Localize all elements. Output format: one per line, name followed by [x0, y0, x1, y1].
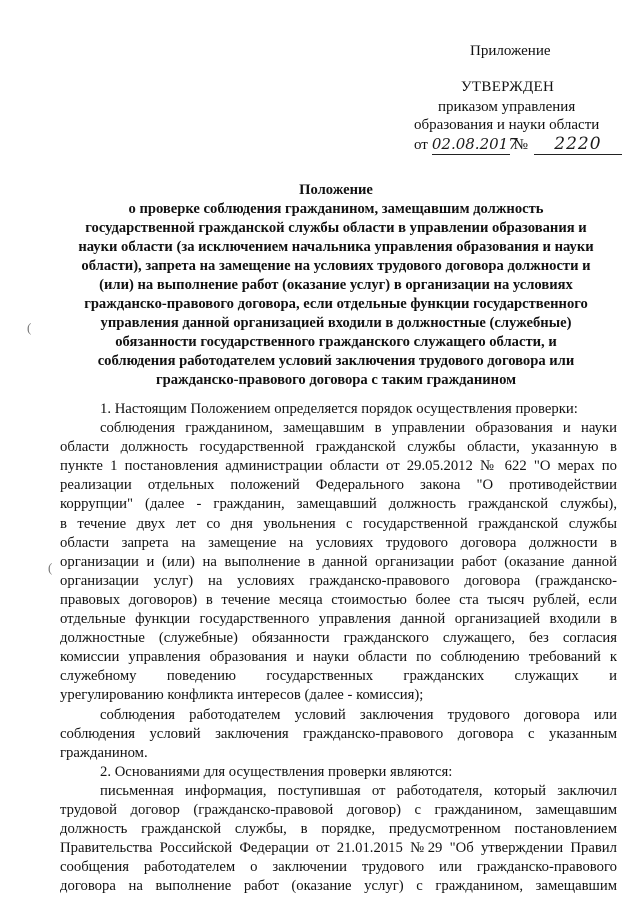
title-line: гражданско-правового договора, если отдельные функции государственного [84, 296, 588, 312]
body-line: правовых договоров) в течение месяца стоимостью более ста тысяч рублей, если [60, 591, 617, 608]
body-line: соблюдения работодателем условий заключения трудового договора или [100, 706, 617, 723]
body-line: Правительства Российской Федерации от 21.01.2015 №29 "Об утверждении Правил [60, 840, 617, 857]
title-line: соблюдения работодателем условий заключения трудового договора или [97, 353, 575, 369]
title-line: гражданско-правового договора с таким гражданином [155, 372, 517, 388]
body-line: должность гражданской службы, в порядке, предусмотренном постановлением [60, 821, 617, 838]
handwritten-order-number: 2220 [534, 134, 622, 155]
title-heading: Положение [299, 182, 373, 198]
body-line: соблюдения гражданином, замещавшим в управлении образования и науки [100, 420, 617, 437]
title-line: обязанности государственного гражданского служащего области, и [115, 334, 557, 350]
body-line: урегулированию конфликта интересов (далее - комиссия); [60, 687, 424, 704]
body-line: области запрета на замещение на условиях трудового договора должности в [60, 534, 617, 551]
title-line: области), запрета на замещение на условиях трудового договора должности и [81, 258, 591, 274]
body-line: организации и (или) на выполнение в данной организации работ (оказание данной [60, 553, 617, 570]
document-body [60, 400, 617, 896]
number-sign: № [513, 137, 528, 153]
body-line: организации услуг) на условиях гражданско-правового договора (гражданско- [60, 572, 617, 589]
title-line: управления данной организацией входили в должностные (служебные) [100, 315, 572, 331]
body-line: в течение двух лет со дня увольнения с государственной гражданской службы [60, 515, 617, 532]
date-prefix: от [414, 137, 428, 153]
appendix-label: Приложение [470, 43, 551, 59]
body-line: гражданином. [60, 744, 148, 761]
body-line: 1. Настоящим Положением определяется порядок осуществления проверки: [100, 401, 578, 417]
approved-label: УТВЕРЖДЕН [461, 79, 555, 95]
body-line: коррупции" (далее - гражданин, замещавший должность гражданской службы), [60, 496, 617, 513]
body-line: области должность государственной гражданской службы области, указанную в [60, 439, 617, 456]
order-line-1: приказом управления [438, 99, 576, 115]
title-line: (или) на выполнение работ (оказание услуг) в организации на условиях [99, 277, 573, 293]
body-line: соблюдения условий заключения гражданско-правового договора с указанным [60, 725, 617, 742]
body-line: письменная информация, поступившая от работодателя, который заключил [100, 782, 617, 799]
scan-margin-mark: ( [48, 560, 53, 575]
body-line: служебному поведению государственных гражданских служащих и [60, 668, 617, 685]
order-line-2: образования и науки области [414, 117, 600, 133]
handwritten-date: 02.08.2017 [431, 135, 518, 153]
scan-margin-mark: ( [27, 320, 32, 335]
body-line: пункте 1 постановления администрации области от 29.05.2012 № 622 "О мерах по [60, 458, 617, 475]
title-line: науки области (за исключением начальника управления образования и науки [78, 239, 594, 255]
body-line: 2. Основаниями для осуществления проверки являются: [100, 763, 453, 780]
order-date-number-line [414, 134, 622, 155]
body-line: должностные (служебные) обязанности гражданского служащего, без согласия [60, 630, 617, 647]
body-line: отдельные функции государственного управления данной организацией входили в [60, 611, 617, 628]
body-line: комиссии управления образования и науки области по соблюдению требований к [60, 649, 617, 666]
body-line: трудовой договор (гражданско-правовой договор) с гражданином, замещавшим [60, 801, 617, 818]
body-line: реализации отдельных положений Федерального закона "О противодействии [60, 477, 617, 494]
title-line: государственной гражданской службы области в управлении образования и [85, 220, 587, 236]
body-line: сообщения работодателем о заключении трудового или гражданско-правового [60, 859, 617, 876]
document-title [56, 181, 616, 390]
body-line: договора на выполнение работ (оказание услуг) с гражданином, замещавшим [60, 878, 617, 895]
title-line: о проверке соблюдения гражданином, замещавшим должность [128, 201, 544, 217]
